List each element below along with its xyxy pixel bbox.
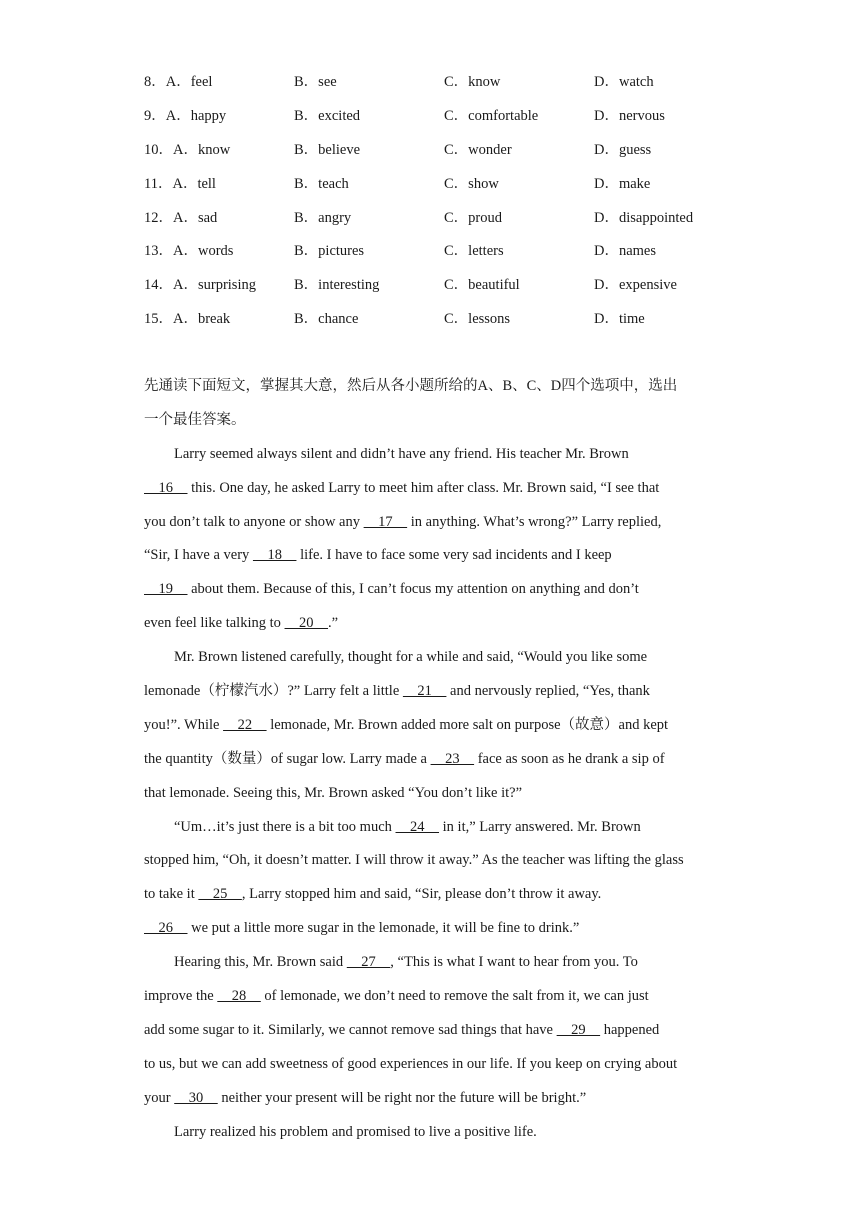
option-d: D．expensive bbox=[594, 277, 677, 294]
instruction-line: 先通读下面短文，掌握其大意，然后从各小题所给的A、B、C、D四个选项中，选出 bbox=[144, 378, 678, 394]
passage-text: and nervously replied, “Yes, thank bbox=[446, 683, 650, 700]
passage-line bbox=[144, 579, 720, 613]
question-number: 13． bbox=[144, 243, 173, 260]
option-c: C．lessons bbox=[444, 311, 511, 328]
question-number-and-option-a bbox=[144, 241, 233, 261]
question-number: 14． bbox=[144, 277, 173, 294]
passage-text: .” bbox=[328, 615, 339, 632]
passage-text: face as soon as he drank a sip of bbox=[474, 750, 665, 767]
passage-line bbox=[144, 884, 720, 918]
option-c: C．show bbox=[444, 175, 499, 192]
answer-blank: 27 bbox=[346, 954, 391, 971]
passage-text: to us, but we can add sweetness of good experiences in our life. If you keep on crying about bbox=[144, 1055, 678, 1072]
passage-text: this. One day, he asked Larry to meet him after class. Mr. Brown said, “I see that bbox=[187, 479, 660, 496]
option-d: D．names bbox=[594, 243, 657, 260]
passage-line bbox=[144, 444, 720, 478]
passage-line bbox=[144, 613, 720, 647]
question-number: 15． bbox=[144, 311, 173, 328]
passage-line bbox=[144, 681, 720, 715]
passage-line bbox=[144, 545, 720, 579]
option-c: C．proud bbox=[444, 209, 502, 226]
passage-line bbox=[144, 1020, 720, 1054]
option-d: D．nervous bbox=[594, 107, 665, 124]
option-c: C．comfortable bbox=[444, 107, 539, 124]
passage bbox=[144, 444, 720, 1156]
passage-line bbox=[144, 918, 720, 952]
option-b: B．interesting bbox=[294, 277, 380, 294]
question-number-and-option-a bbox=[144, 174, 216, 194]
option-d: D．make bbox=[594, 175, 651, 192]
question-number-and-option-a bbox=[144, 106, 226, 126]
question-row bbox=[144, 174, 744, 208]
passage-line bbox=[144, 478, 720, 512]
passage-line bbox=[144, 647, 720, 681]
question-number: 10． bbox=[144, 141, 173, 158]
option-a: A．tell bbox=[172, 175, 216, 192]
passage-line bbox=[144, 1054, 720, 1088]
passage-line bbox=[144, 1122, 720, 1156]
question-number-and-option-a bbox=[144, 309, 230, 329]
passage-line bbox=[144, 715, 720, 749]
answer-blank: 18 bbox=[252, 547, 297, 564]
option-d: D．time bbox=[594, 311, 645, 328]
passage-line bbox=[144, 783, 720, 817]
question-row bbox=[144, 275, 744, 309]
answer-blank: 22 bbox=[223, 716, 267, 733]
option-d: D．disappointed bbox=[594, 209, 694, 226]
instruction-line: 一个最佳答案。 bbox=[144, 411, 246, 428]
question-row bbox=[144, 72, 744, 106]
cloze-section bbox=[144, 376, 720, 1155]
question-number: 12． bbox=[144, 209, 173, 226]
answer-blank: 24 bbox=[395, 818, 440, 835]
question-number-and-option-a bbox=[144, 275, 256, 295]
passage-text: “Sir, I have a very bbox=[144, 547, 253, 564]
passage-text: even feel like talking to bbox=[144, 615, 285, 632]
question-number: 11． bbox=[144, 175, 173, 192]
passage-text: that lemonade. Seeing this, Mr. Brown asked “You don’t like it?” bbox=[144, 784, 523, 801]
passage-text: , Larry stopped him and said, “Sir, please don’t throw it away. bbox=[241, 886, 602, 903]
question-row bbox=[144, 106, 744, 140]
passage-text: Mr. Brown listened carefully, thought for a while and said, “Would you like some bbox=[174, 649, 648, 666]
option-a: A．surprising bbox=[173, 277, 256, 294]
question-row bbox=[144, 208, 744, 242]
passage-text: Larry seemed always silent and didn’t have any friend. His teacher Mr. Brown bbox=[174, 445, 629, 462]
question-number-and-option-a bbox=[144, 72, 212, 92]
passage-text: of lemonade, we don’t need to remove the salt from it, we can just bbox=[260, 988, 649, 1005]
passage-line bbox=[144, 512, 720, 546]
question-row bbox=[144, 309, 744, 343]
option-c: C．wonder bbox=[444, 141, 512, 158]
passage-line bbox=[144, 817, 720, 851]
passage-text: stopped him, “Oh, it doesn’t matter. I will throw it away.” As the teacher was lifting the glass bbox=[144, 852, 684, 869]
answer-blank: 20 bbox=[284, 615, 329, 632]
option-a: A．know bbox=[173, 141, 231, 158]
option-a: A．break bbox=[173, 311, 231, 328]
options-list bbox=[144, 72, 744, 343]
answer-blank: 21 bbox=[402, 683, 447, 700]
passage-text: you!”. While bbox=[144, 716, 224, 733]
question-number: 8． bbox=[144, 74, 166, 90]
answer-blank: 25 bbox=[198, 886, 242, 903]
question-number-and-option-a bbox=[144, 140, 230, 160]
option-a: A．happy bbox=[165, 107, 227, 124]
option-b: B．angry bbox=[294, 209, 352, 226]
passage-text: lemonade（柠檬汽水）?” Larry felt a little bbox=[144, 683, 403, 700]
passage-text: “Um…it’s just there is a bit too much bbox=[174, 818, 396, 835]
option-b: B．believe bbox=[294, 141, 361, 158]
answer-blank: 26 bbox=[144, 920, 188, 937]
option-a: A．feel bbox=[165, 74, 213, 90]
passage-line bbox=[144, 749, 720, 783]
passage-text: your bbox=[144, 1089, 175, 1106]
question-number: 9． bbox=[144, 107, 166, 124]
passage-text: in it,” Larry answered. Mr. Brown bbox=[439, 818, 641, 835]
passage-text: Larry realized his problem and promised to live a positive life. bbox=[174, 1123, 537, 1140]
option-b: B．pictures bbox=[294, 243, 365, 260]
option-a: A．sad bbox=[173, 209, 218, 226]
passage-text: you don’t talk to anyone or show any bbox=[144, 513, 364, 530]
option-b: B．see bbox=[294, 74, 337, 90]
passage-text: the quantity（数量）of sugar low. Larry made a bbox=[144, 750, 431, 767]
passage-text: add some sugar to it. Similarly, we cannot remove sad things that have bbox=[144, 1021, 557, 1038]
question-number-and-option-a bbox=[144, 208, 217, 228]
option-c: C．letters bbox=[444, 243, 504, 260]
passage-line bbox=[144, 1088, 720, 1122]
passage-text: lemonade, Mr. Brown added more salt on purpose（故意）and kept bbox=[266, 716, 669, 733]
option-d: D．watch bbox=[594, 74, 654, 90]
option-a: A．words bbox=[173, 243, 234, 260]
passage-line bbox=[144, 850, 720, 884]
option-b: B．chance bbox=[294, 311, 359, 328]
passage-text: life. I have to face some very sad incidents and I keep bbox=[296, 547, 612, 564]
passage-text: improve the bbox=[144, 988, 218, 1005]
passage-text: Hearing this, Mr. Brown said bbox=[174, 954, 347, 971]
passage-text: neither your present will be right nor the future will be bright.” bbox=[217, 1089, 587, 1106]
option-b: B．teach bbox=[294, 175, 349, 192]
option-c: C．beautiful bbox=[444, 277, 520, 294]
option-b: B．excited bbox=[294, 107, 361, 124]
question-row bbox=[144, 140, 744, 174]
answer-blank: 23 bbox=[430, 750, 475, 767]
answer-blank: 29 bbox=[556, 1021, 601, 1038]
option-c: C．know bbox=[444, 74, 501, 90]
passage-text: we put a little more sugar in the lemonade, it will be fine to drink.” bbox=[187, 920, 580, 937]
answer-blank: 28 bbox=[217, 988, 261, 1005]
passage-text: to take it bbox=[144, 886, 199, 903]
passage-text: about them. Because of this, I can’t focus my attention on anything and don’t bbox=[187, 581, 639, 598]
answer-blank: 17 bbox=[363, 513, 408, 530]
passage-text: , “This is what I want to hear from you. To bbox=[390, 954, 638, 971]
passage-line bbox=[144, 952, 720, 986]
passage-text: in anything. What’s wrong?” Larry replied, bbox=[407, 513, 662, 530]
question-row bbox=[144, 241, 744, 275]
answer-blank: 19 bbox=[144, 581, 188, 598]
answer-blank: 30 bbox=[174, 1089, 218, 1106]
option-d: D．guess bbox=[594, 141, 652, 158]
answer-blank: 16 bbox=[144, 479, 188, 496]
passage-text: happened bbox=[600, 1021, 660, 1038]
passage-line bbox=[144, 986, 720, 1020]
